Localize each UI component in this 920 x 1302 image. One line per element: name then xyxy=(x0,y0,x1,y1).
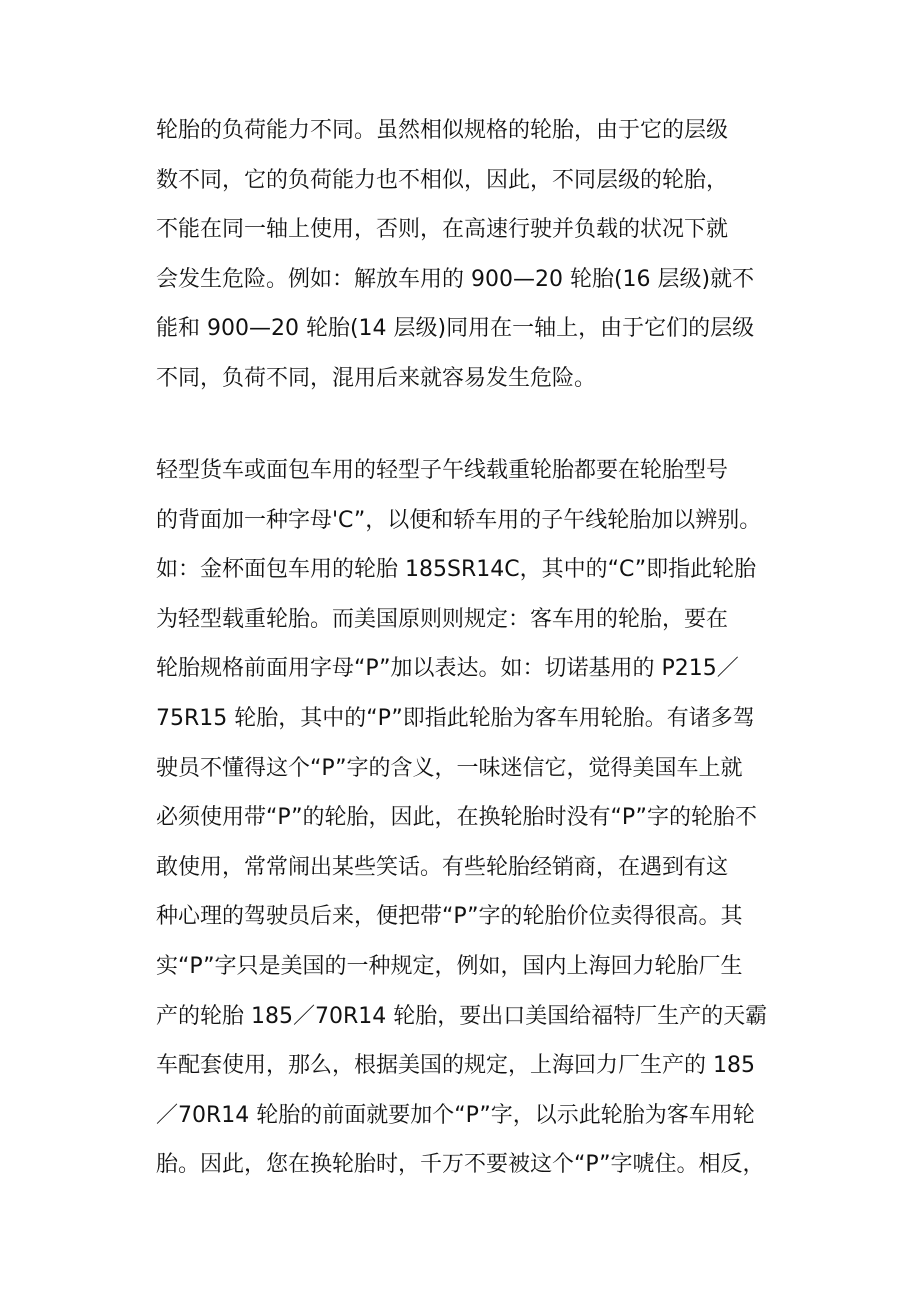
text-line: 产的轮胎 185／70R14 轮胎，要出口美国给福特厂生产的天霸 xyxy=(156,1003,768,1029)
text-line: 胎。因此，您在换轮胎时，千万不要被这个“P”字唬住。相反， xyxy=(156,1152,765,1178)
text-line: 如：金杯面包车用的轮胎 185SR14C，其中的“C”即指此轮胎 xyxy=(156,557,757,583)
text-line: 为轻型载重轮胎。而美国原则则规定：客车用的轮胎，要在 xyxy=(156,606,729,632)
text-line: 敢使用，常常闹出某些笑话。有些轮胎经销商，在遇到有这 xyxy=(156,854,729,880)
text-line: 车配套使用，那么，根据美国的规定，上海回力厂生产的 185 xyxy=(156,1053,755,1079)
text-line: 不同，负荷不同，混用后来就容易发生危险。 xyxy=(156,365,597,391)
text-line: 种心理的驾驶员后来，便把带“P”字的轮胎价位卖得很高。其 xyxy=(156,904,743,930)
text-line: 轮胎的负荷能力不同。虽然相似规格的轮胎，由于它的层级 xyxy=(156,118,729,143)
text-line: ／70R14 轮胎的前面就要加个“P”字，以示此轮胎为客车用轮 xyxy=(156,1102,755,1128)
text-line: 75R15 轮胎，其中的“P”即指此轮胎为客车用轮胎。有诸多驾 xyxy=(156,705,755,731)
text-line: 不能在同一轴上使用，否则，在高速行驶并负载的状况下就 xyxy=(156,217,729,243)
text-line: 的背面加一种字母'C”，以便和轿车用的子午线轮胎加以辨别。 xyxy=(156,507,762,533)
text-line: 轮胎规格前面用字母“P”加以表达。如：切诺基用的 P215／ xyxy=(156,656,739,682)
text-line: 必须使用带“P”的轮胎，因此，在换轮胎时没有“P”字的轮胎不 xyxy=(156,805,757,831)
text-line: 能和 900—20 轮胎(14 层级)同用在一轴上，由于它们的层级 xyxy=(156,316,755,342)
paragraph-c-and-p-markings xyxy=(156,446,776,1190)
paragraph-ply-rating xyxy=(156,106,776,404)
text-line: 会发生危险。例如：解放车用的 900—20 轮胎(16 层级)就不 xyxy=(156,266,755,292)
text-line: 实“P”字只是美国的一种规定，例如，国内上海回力轮胎厂生 xyxy=(156,953,743,979)
text-line: 轻型货车或面包车用的轻型子午线载重轮胎都要在轮胎型号 xyxy=(156,458,729,483)
text-line: 数不同，它的负荷能力也不相似，因此，不同层级的轮胎， xyxy=(156,167,729,193)
text-line: 驶员不懂得这个“P”字的含义，一味迷信它，觉得美国车上就 xyxy=(156,755,743,781)
